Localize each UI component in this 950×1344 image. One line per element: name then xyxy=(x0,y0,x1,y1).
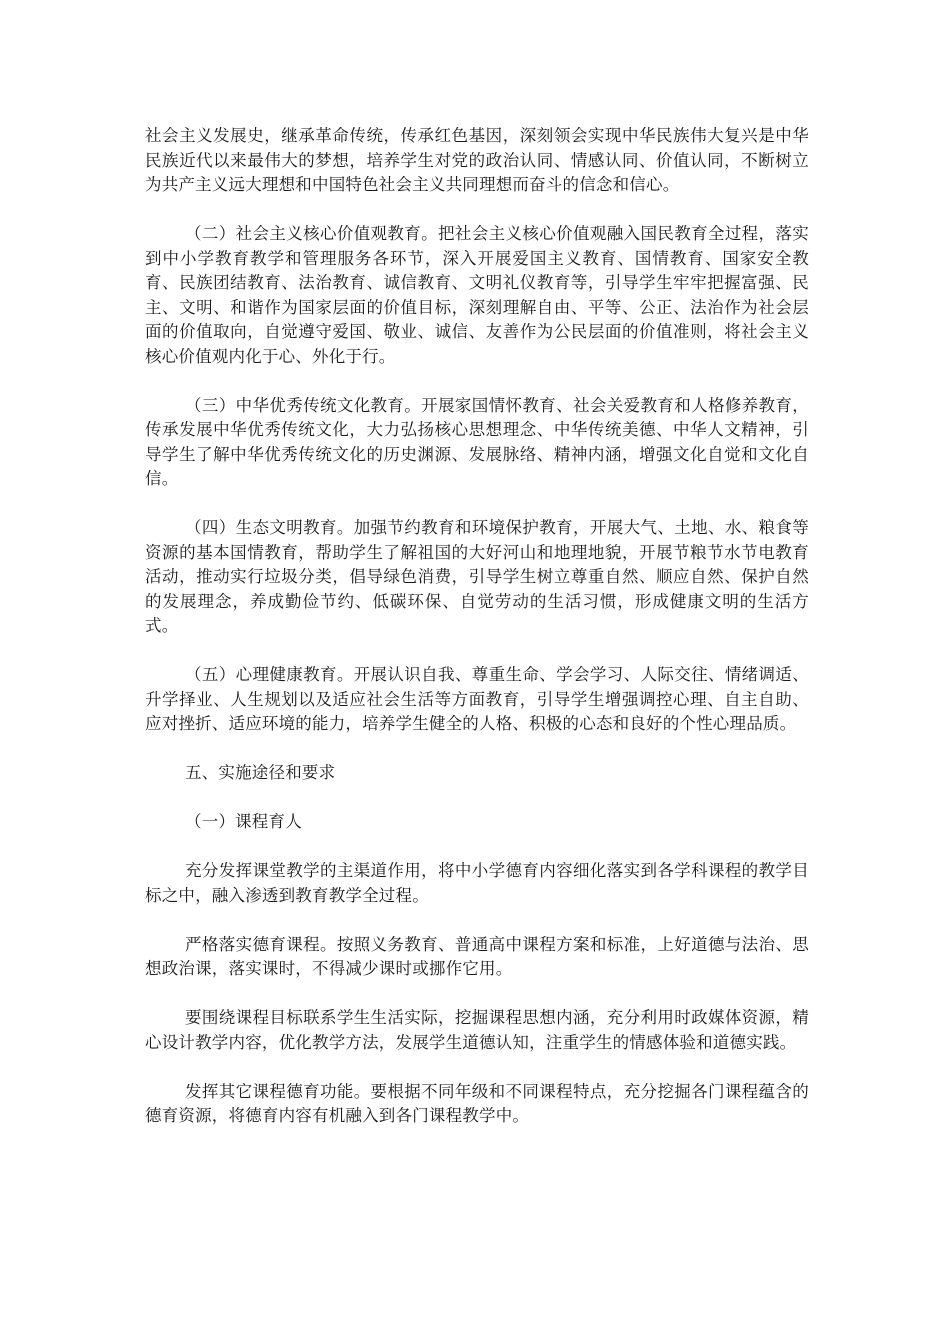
paragraph-classroom-teaching: 充分发挥课堂教学的主渠道作用，将中小学德育内容细化落实到各学科课程的教学目标之中，融入渗透到教育教学全过程。 xyxy=(145,861,809,905)
paragraph-core-values-education: （二）社会主义核心价值观教育。把社会主义核心价值观融入国民教育全过程，落实到中小学教育教学和管理服务各环节，深入开展爱国主义教育、国情教育、国家安全教育、民族团结教育、法治教育、诚信教育、文明礼仪教育等，引导学生牢牢把握富强、民主、文明、和谐作为国家层面的价值目标，深刻理解自由、平等、公正、法治作为社会层面的价值取向，自觉遵守爱国、敬业、诚信、友善作为公民层面的价值准则，将社会主义核心价值观内化于心、外化于行。 xyxy=(145,224,809,366)
subsection-heading: （一）课程育人 xyxy=(185,812,302,831)
section-heading: 五、实施途径和要求 xyxy=(185,763,336,782)
paragraph-mental-health-education: （五）心理健康教育。开展认识自我、尊重生命、学会学习、人际交往、情绪调适、升学择业、人生规划以及适应社会生活等方面教育，引导学生增强调控心理、自主自助、应对挫折、适应环境的能力，培养学生健全的人格、积极的心态和良好的个性心理品质。 xyxy=(145,665,809,733)
document-page xyxy=(145,124,809,1153)
paragraph-ecological-civilization-education: （四）生态文明教育。加强节约教育和环境保护教育，开展大气、土地、水、粮食等资源的基本国情教育，帮助学生了解祖国的大好河山和地理地貌，开展节粮节水节电教育活动，推动实行垃圾分类，倡导绿色消费，引导学生树立尊重自然、顺应自然、保护自然的发展理念，养成勤俭节约、低碳环保、自觉劳动的生活习惯，形成健康文明的生活方式。 xyxy=(145,518,809,635)
paragraph-moral-courses: 严格落实德育课程。按照义务教育、普通高中课程方案和标准，上好道德与法治、思想政治课，落实课时，不得减少课时或挪作它用。 xyxy=(145,934,809,978)
paragraph-course-goals: 要围绕课程目标联系学生生活实际，挖掘课程思想内涵，充分利用时政媒体资源，精心设计教学内容，优化教学方法，发展学生道德认知，注重学生的情感体验和道德实践。 xyxy=(145,1008,809,1052)
paragraph-traditional-culture-education: （三）中华优秀传统文化教育。开展家国情怀教育、社会关爱教育和人格修养教育，传承发展中华优秀传统文化，大力弘扬核心思想理念、中华传统美德、中华人文精神，引导学生了解中华优秀传统文化的历史渊源、发展脉络、精神内涵，增强文化自觉和文化自信。 xyxy=(145,395,809,488)
paragraph-continuation: 社会主义发展史，继承革命传统，传承红色基因，深刻领会实现中华民族伟大复兴是中华民族近代以来最伟大的梦想，培养学生对党的政治认同、情感认同、价值认同，不断树立为共产主义远大理想和中国特色社会主义共同理想而奋斗的信念和信心。 xyxy=(145,126,809,194)
paragraph-other-courses: 发挥其它课程德育功能。要根据不同年级和不同课程特点，充分挖掘各门课程蕴含的德育资源，将德育内容有机融入到各门课程教学中。 xyxy=(145,1081,809,1125)
